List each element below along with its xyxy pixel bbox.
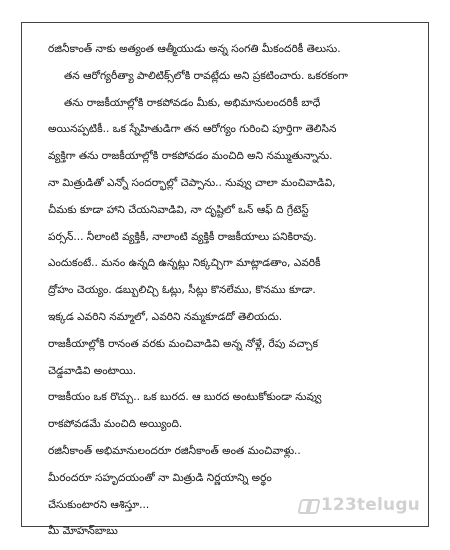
letter-frame (21, 22, 429, 538)
letter-body (48, 36, 416, 545)
letter-line: చేసుకుంటారని ఆశిస్తూ... (48, 498, 150, 511)
letter-line: తన ఆరోగ్యరీత్యా పాలిటిక్స్‌లోకి రావట్లేదు అని ప్రకటించారు. ఒకరకంగా (64, 69, 348, 82)
letter-line: రజినీకాంత్ అభిమానులందరూ రజినీకాంత్ అంత మంచివాళ్లు.. (48, 444, 301, 457)
letter-line: ద్రోహం చెయ్యం. డబ్బులిచ్చి ఓట్లు, సీట్లు కొనలేము, కొనము కూడా. (48, 284, 316, 297)
letter-line: చీమకు కూడా హాని చేయనివాడివి, నా దృష్టిలో ఒన్ ఆఫ్ ది గ్రేటెస్ట్ (48, 203, 309, 216)
letter-line: మీరందరూ సహృదయంతో నా మిత్రుడి నిర్ణయాన్ని అర్థం (48, 471, 272, 484)
letter-line: రాజకీయాల్లోకి రానంత వరకు మంచివాడివి అన్న నోళ్లే, రేపు వచ్చాక (48, 337, 318, 350)
letter-line: ఎందుకంటే.. మనం ఉన్నది ఉన్నట్లు నిక్కచ్చిగా మాట్లాడతాం, ఎవరికీ (48, 257, 321, 270)
letter-line: పర్సన్... నీలాంటి వ్యక్తికీ, నాలాంటి వ్యక్తికీ రాజకీయాలు పనికిరావు. (48, 230, 317, 243)
letter-line: చెడ్డవాడివి అంటాయి. (48, 364, 137, 377)
letter-line: రజినీకాంత్ నాకు అత్యంత ఆత్మీయుడు అన్న సంగతి మీకందరికీ తెలుసు. (48, 43, 341, 55)
letter-line: ఇక్కడ ఎవరిని నమ్మాలో, ఎవరిని నమ్మకూడదో తెలియదు. (48, 310, 283, 323)
letter-signature: మీ మోహన్‌బాబు (48, 525, 118, 538)
letter-line: వ్యక్తిగా తను రాజకీయాల్లోకి రాకపోవడం మంచిది అని నమ్ముతున్నాను. (48, 150, 333, 163)
letter-line: అయినప్పటికీ.. ఒక స్నేహితుడిగా తన ఆరోగ్యం గురించి పూర్తిగా తెలిసిన (48, 123, 337, 136)
letter-line: రాకపోవడమే మంచిది అయ్యింది. (48, 418, 183, 431)
letter-line: నా మిత్రుడితో ఎన్నో సందర్భాల్లో చెప్పాను.. నువ్వు చాలా మంచివాడివి, (48, 176, 336, 189)
watermark-text: 123telugu (320, 495, 420, 515)
letter-line: తను రాజకీయాల్లోకి రాకపోవడం మీకు, అభిమానులందరికీ బాధే (64, 96, 321, 109)
letter-line: రాజకీయం ఒక రొచ్చు.. ఒక బురద. ఆ బురద అంటుకోకుండా నువ్వు (48, 391, 322, 404)
